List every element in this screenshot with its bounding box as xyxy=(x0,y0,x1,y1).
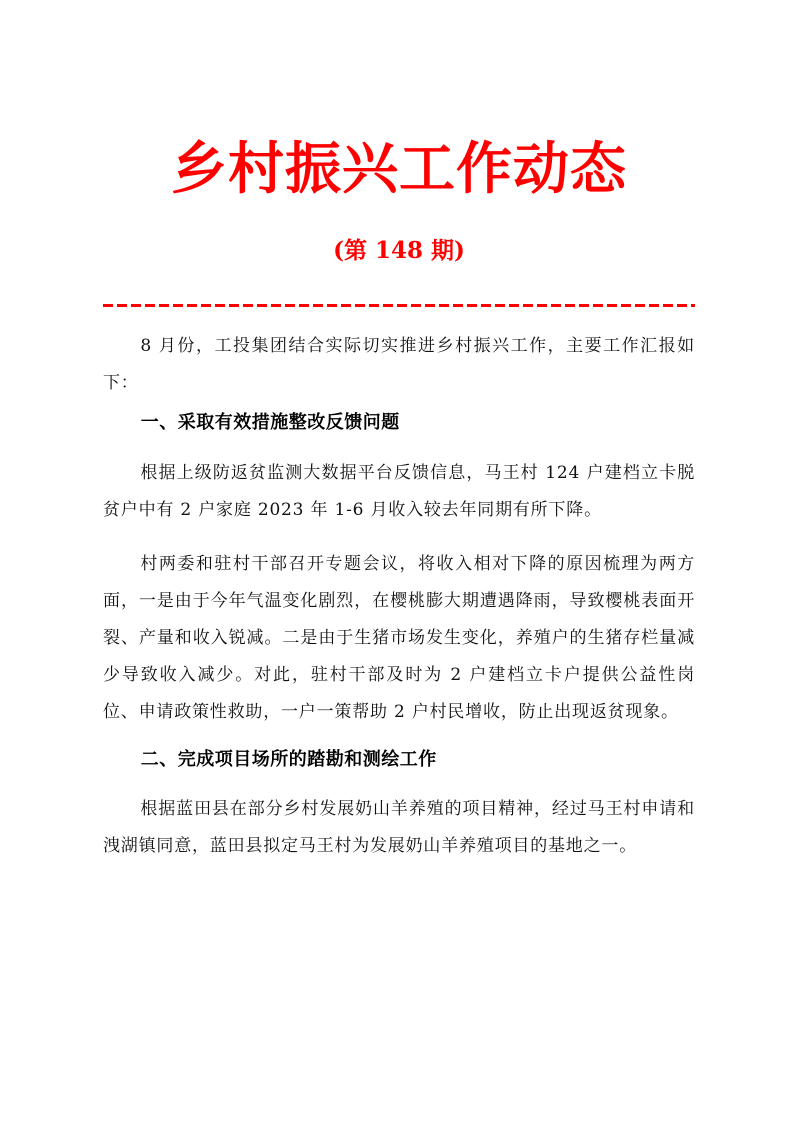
red-dashed-divider xyxy=(103,304,695,307)
section-2-heading: 二、完成项目场所的踏勘和测绘工作 xyxy=(140,749,437,770)
issue-number: (第 148 期) xyxy=(333,237,465,264)
section-1-heading: 一、采取有效措施整改反馈问题 xyxy=(140,412,400,433)
intro-paragraph: 8 月份，工投集团结合实际切实推进乡村振兴工作，主要工作汇报如下： xyxy=(103,336,695,393)
section-1-paragraph-1: 根据上级防返贫监测大数据平台反馈信息，马王村 124 户建档立卡脱贫户中有 2 户家庭 2023 年 1-6 月收入较去年同期有所下降。 xyxy=(103,463,695,520)
section-1-paragraph-2: 村两委和驻村干部召开专题会议，将收入相对下降的原因梳理为两方面，一是由于今年气温变化剧烈，在樱桃膨大期遭遇降雨，导致樱桃表面开裂、产量和收入锐减。二是由于生猪市场发生变化，养殖户的生猪存栏量减少导致收入减少。对此，驻村干部及时为 2 户建档立卡户提供公益性岗位、申请政策性救助，一户一策帮助 2 户村民增收，防止出现返贫现象。 xyxy=(103,554,695,722)
section-2-paragraph-1: 根据蓝田县在部分乡村发展奶山羊养殖的项目精神，经过马王村申请和洩湖镇同意，蓝田县拟定马王村为发展奶山羊养殖项目的基地之一。 xyxy=(103,799,695,856)
document-title: 乡村振兴工作动态 xyxy=(171,136,627,202)
